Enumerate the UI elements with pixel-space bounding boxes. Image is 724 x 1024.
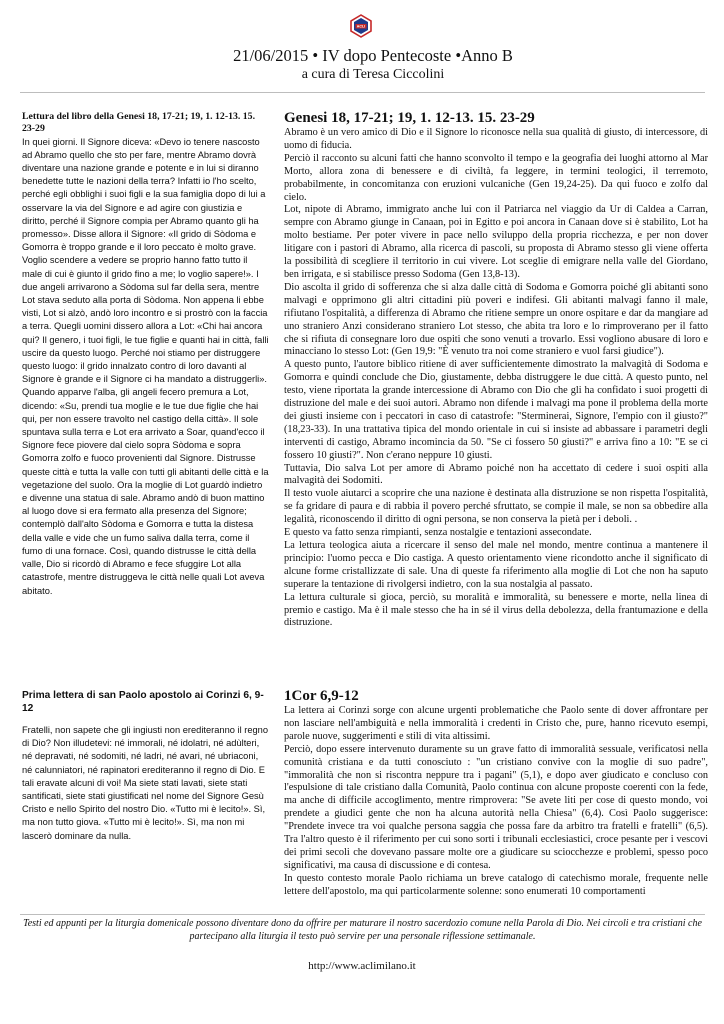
logo-text: ACLI [356, 24, 366, 29]
header-divider [20, 92, 705, 93]
commentary-genesis [284, 110, 708, 630]
curator-line: a cura di Teresa Ciccolini [301, 67, 445, 82]
page-header [0, 46, 724, 84]
website-link[interactable]: http://www.aclimilano.it [308, 960, 416, 972]
reading-genesis-title: Lettura del libro della Genesi 18, 17-21; 19, 1. 12-13. 15. 23-29 [22, 111, 256, 135]
commentary-paragraph: Tuttavia, Dio salva Lot per amore di Abramo poiché non ha accettato di cedere i suoi ospiti alla malvagità dei Sodomiti. [284, 462, 708, 487]
reading-corinthians [22, 689, 270, 851]
reading-genesis [22, 111, 270, 598]
reading-corinthians-title: Prima lettera di san Paolo apostolo ai Corinzi 6, 9-12 [22, 690, 264, 714]
reading-genesis-text: In quei giorni. Il Signore diceva: «Devo io tenere nascosto ad Abramo quello che sto per fare, mentre Abramo dovrà diventare una nazione grande e potente e in lui si diranno benedette tutte le nazioni della terra? Infatti io l'ho scelto, perché egli obblighi i suoi figli e la sua famiglia dopo di lui a osservare la via del Signore e ad agire con giustizia e diritto, perché il Signore compia per Abramo quanto gli ha promesso». Disse allora il Signore: «Il grido di Sòdoma e Gomorra è troppo grande e il loro peccato è molto grave. Voglio scendere a vedere se proprio hanno fatto tutto il male di cui è giunto il grido fino a me; lo voglio sapere!». I due angeli arrivarono a Sòdoma sul far della sera, mentre Lot stava seduto alla porta di Sòdoma. Non appena li ebbe visti, Lot si alzò, andò loro incontro e si prostrò con la faccia a terra. Quegli uomini dissero allora a Lot: «Chi hai ancora qui? Il genero, i tuoi figli, le tue figlie e quanti hai in città, falli uscire da questo luogo. Perché noi stiamo per distruggere questo luogo: il grido innalzato contro di loro davanti al Signore è grande e il Signore ci ha mandato a distruggerli». Quando apparve l'alba, gli angeli fecero premura a Lot, dicendo: «Su, prendi tua moglie e le tue due figlie che hai qui, per non essere travolto nel castigo della città». Il sole spuntava sulla terra e Lot era arrivato a Soar, quand'ecco il Signore fece piovere dal cielo sopra Sòdoma e sopra Gomorra zolfo e fuoco provenienti dal Signore. Distrusse queste città e tutta la valle con tutti gli abitanti delle città e la vegetazione del suolo. Ora la moglie di Lot guardò indietro e divenne una statua di sale. Abramo andò di buon mattino al luogo dove si era fermato alla presenza del Signore; contemplò dall'alto Sòdoma e Gomorra e tutta la distesa della valle e vide che un fumo saliva dalla terra, come il fumo di una fornace. Così, quando distrusse le città della valle, Dio si ricordò di Abramo e fece sfuggire Lot alla catastrofe, mentre distruggeva le città nelle quali Lot aveva abitato. [22, 136, 269, 596]
commentary-paragraph: Dio ascolta il grido di sofferenza che si alza dalle città di Sodoma e Gomorra poiché gli abitanti sono malvagi e opprimono gli altri cittadini più poveri e indifesi. Gli abitanti malvagi fanno il male, rifiutano l'ospitalità, a differenza di Abramo che ritiene sempre un onore ospitare e dar da mangiare ad uno straniero Anzi considerano straniero Lot stesso, che abita tra loro e lo rimproverano per il fatto che si rifiuta di consegnare loro due ospiti che sono venuti a trovarlo. Essi vogliono abusare di loro e minacciano lo stesso Lot: (Gen 19,9: "È venuto tra noi come straniero e vuol farsi giudice"). [284, 281, 708, 358]
commentary-corinthians-heading: 1Cor 6,9-12 [284, 688, 359, 704]
commentary-paragraph: In questo contesto morale Paolo richiama un breve catalogo di catechismo morale, frequente nelle lettere dell'apostolo, ma qui particolarmente solenne: sono enumerati 10 comportamenti [284, 872, 708, 897]
commentary-corinthians [284, 688, 708, 899]
commentary-paragraph: Abramo è un vero amico di Dio e il Signore lo riconosce nella sua qualità di giusto, di intercessore, di uomo di fiducia. [284, 127, 708, 151]
footer-note: Testi ed appunti per la liturgia domenicale possono diventare dono da offrire per maturare il nostro sacerdozio comune nella Parola di Dio. Nei circoli e tra cristiani che partecipano alla liturgia il testo può servire per una personale riflessione settimanale. [23, 918, 702, 942]
date-line: 21/06/2015 • IV dopo Pentecoste •Anno B [233, 46, 513, 65]
commentary-paragraph: Il testo vuole aiutarci a scoprire che una nazione è destinata alla distruzione se non rispetta l'ospitalità, se fa gridare di paura e di rabbia il povero perché sfruttato, se compie il male, se non sa obbedire alla legalità, riconoscendo il diritto di ogni persona, se non conserva la pietà per i deboli. . [284, 488, 708, 526]
commentary-paragraph: La lettera ai Corinzi sorge con alcune urgenti problematiche che Paolo sente di dover affrontare per non lasciare nell'ambiguità e nella immoralità i credenti in Cristo che, pure, hanno ricevuto esempi, parole nuove, suggerimenti e stili di vita altissimi. [284, 705, 708, 742]
acli-logo [350, 14, 372, 38]
commentary-paragraph: La lettura teologica aiuta a ricercare il senso del male nel mondo, mentre continua a mantenere il principio: l'uomo pecca e Dio castiga. A questo orientamento viene ricondotto anche il significato di alcune forme cristallizzate di sale. Una di queste fa riferimento alla moglie di Lot che non ha saputo superare la tentazione di rivolgersi indietro, con la sua nostalgia al passato. [284, 540, 708, 590]
commentary-paragraph: Perciò il racconto su alcuni fatti che hanno sconvolto il tempo e la geografia dei luoghi attorno al Mar Morto, allora zona di benessere e di civiltà, fa leggere, in termini teologici, il terremoto, probabilmente, in concomitanza con eruzioni vulcaniche (Gen 19,24-25). Da qui fuoco e zolfo dal cielo. [284, 152, 708, 203]
reading-corinthians-text: Fratelli, non sapete che gli ingiusti non erediteranno il regno di Dio? Non illudetevi: né immorali, né idolatri, né adùlteri, né depravati, né sodomiti, né ladri, né avari, né ubriaconi, né calunniatori, né rapinatori erediteranno il regno di Dio. E tali eravate alcuni di voi! Ma siete stati lavati, siete stati santificati, siete stati giustificati nel nome del Signore Gesù Cristo e nello Spirito del nostro Dio. «Tutto mi è lecito!». Sì, ma non tutto giova. «Tutto mi è lecito!». Sì, ma non mi lascerò dominare da nulla. [22, 725, 269, 841]
commentary-paragraph: A questo punto, l'autore biblico ritiene di aver sufficientemente dimostrato la malvagità di Sodoma e Gomorra e quindi conclude che Dio, giustamente, debba distruggere le due città. A questo punto, nel testo, viene riportata la grande intercessione di Abramo con Dio che gli ha confidato i suoi progetti di distruzione del male e dei suoi autori. Abramo non difende i malvagi ma pone il problema della morte dei giusti insieme con i peccatori in caso di catastrofe: "Sterminerai, Signore, l'empio con il giusto?" (18,23-33). In una trattativa tipica del mondo orientale in cui si insiste ad abbassare i parametri degli interventi di castigo, Abramo incomincia da 50. "Se ci fossero 50 giusti?" e arriva fino a 10: "E se ci fossero 10 giusti?". Non c'erano neppure 10 giusti. [284, 359, 708, 461]
commentary-paragraph: Perciò, dopo essere intervenuto duramente su un grave fatto di immoralità sessuale, verificatosi nella comunità cristiana e da tutti conosciuto : "un cristiano convive con la moglie di suo padre", "immoralità che non si riscontra neppure tra i pagani" (5,1), e dopo aver giudicato e concluso con l'espulsione di tale cristiano dalla Comunità, Paolo continua con alcune proposte coerenti con la fede, ma anche di difficile accoglimento, mentre rimprovera: "Se avete liti per cose di questo mondo, voi prendete a giudici gente che non ha alcuna autorità nella Chiesa" (6,4). Così Paolo suggerisce: "Prendete invece tra voi qualche persona saggia che possa fare da arbitro tra fratelli e fratelli" (6,5). Tra l'altro questo è il riferimento per cui sono sorti i tribunali ecclesiastici, croce pesante per i vescovi dei primi secoli che dovevano passare molte ore a giudicare su sciocchezze e problemi, spesso poco significativi, ma causa di discussione e di contesa. [284, 743, 708, 871]
commentary-genesis-heading: Genesi 18, 17-21; 19, 1. 12-13. 15. 23-29 [284, 110, 535, 126]
commentary-paragraph: Lot, nipote di Abramo, immigrato anche lui con il Patriarca nel viaggio da Ur di Caldea a Carran, sempre con Abramo giunge in Canaan, poi in Egitto e poi ancora in Canaan dove si è stabilito, Lot ha molto bestiame. Per poter vivere in pace nello sviluppo della propria ricchezza, e per non dover litigare con i pastori di Abramo, alla ricerca di pascoli, su proposta di Abramo stesso gli viene offerta la possibilità di scegliere il territorio in cui vivere. Lot sceglie di emigrare nella valle del Giordano, ben irrigata, e si stabilisce presso Sodoma (Gen 13,8-13). [284, 204, 708, 280]
commentary-paragraph: La lettura culturale si gioca, perciò, su moralità e immoralità, su benessere e morte, nella linea di premio e castigo. Ma è il male stesso che ha in sé il virus della debolezza, della frantumazione e della distruzione. [284, 591, 708, 629]
commentary-paragraph: E questo va fatto senza rimpianti, senza nostalgie e tentazioni assecondate. [284, 527, 592, 539]
footer-divider [20, 914, 705, 915]
